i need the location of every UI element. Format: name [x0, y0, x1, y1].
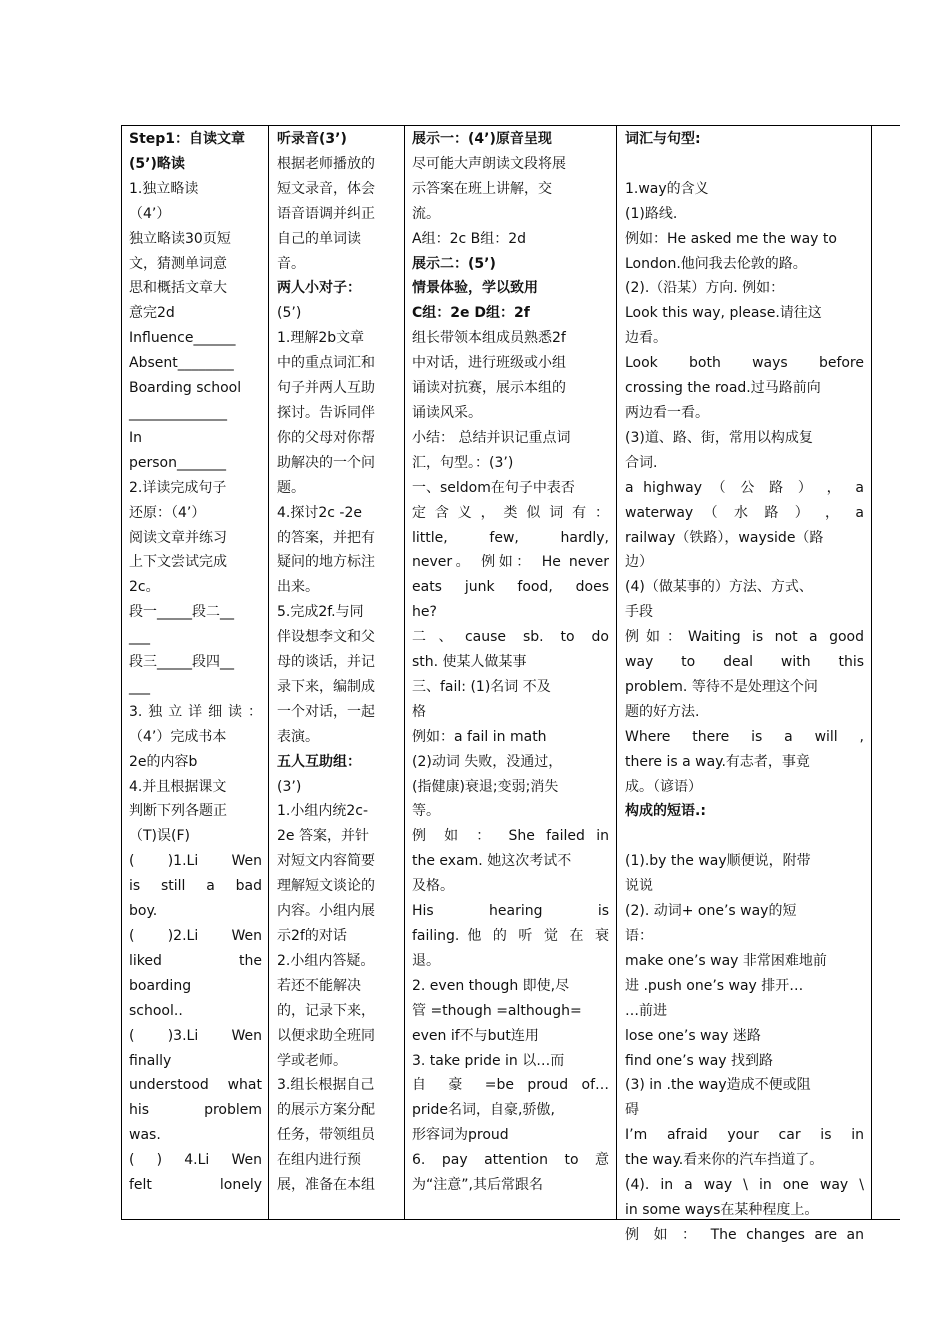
col2-line: 伴设想李文和父: [277, 629, 375, 646]
col1-line: understood what: [129, 1077, 262, 1094]
col1-line: 4.并且根据课文: [129, 778, 227, 795]
col3-line: 为“注意”,其后常跟名: [412, 1177, 543, 1194]
col1-line: ( )1.Li Wen: [129, 853, 262, 870]
col1-line: school..: [129, 1002, 183, 1019]
column-divider-4: [871, 126, 872, 1219]
col1-line: 文，猜测单词意: [129, 255, 227, 272]
col3-line: 组长带领本组成员熟悉2f: [412, 330, 566, 347]
col2-line: 自己的单词读: [277, 230, 361, 247]
col4-line: crossing the road.过马路前向: [625, 380, 821, 397]
col4-line: (1).by the way顺便说，附带: [625, 853, 811, 870]
presentation-summary-column: [412, 126, 609, 1219]
col1-line: 上下文尝试完成: [129, 554, 227, 571]
col2-line: 短文录音，体会: [277, 180, 375, 197]
col4-line: make one’s way 非常困难地前: [625, 952, 827, 969]
col4-line: 边）: [625, 554, 653, 571]
col4-line: 两边看一看。: [625, 404, 709, 421]
col2-line: 语音语调并纠正: [277, 205, 375, 222]
col2-line: 听录音(3’): [277, 131, 347, 147]
col2-line: (5’): [277, 305, 302, 322]
col3-line: little, few, hardly,: [412, 529, 609, 546]
col2-line: 题。: [277, 479, 305, 496]
col3-line: 定 含 义 ， 类 似 词 有 ：: [412, 504, 609, 521]
col2-line: 一个对话，一起: [277, 703, 375, 720]
column-divider-1: [268, 126, 269, 1219]
col4-line: railway（铁路），wayside（路: [625, 529, 824, 546]
col3-line: 尽可能大声朗读文段将展: [412, 155, 566, 172]
col1-line: 1.独立略读: [129, 180, 199, 197]
col4-line: 语：: [625, 928, 653, 944]
col4-line: (3)道、路、街，常用以构成复: [625, 429, 813, 446]
col2-line: 任务，带领组员: [277, 1127, 375, 1144]
col4-line: 碍: [625, 1102, 639, 1119]
col3-line: the exam. 她这次考试不: [412, 853, 572, 870]
col1-line: 段三_____段四__: [129, 654, 234, 671]
col4-line: 题的好方法.: [625, 703, 700, 720]
col3-line: 情景体验，学以致用: [412, 280, 538, 297]
col2-line: 五人互助组：: [277, 753, 361, 770]
col3-line: 管 =though =although=: [412, 1002, 582, 1019]
col3-line: 展示二：(5’): [412, 255, 496, 272]
col1-line: finally: [129, 1052, 172, 1069]
col2-line: 根据老师播放的: [277, 155, 375, 172]
col3-line: sth. 使某人做某事: [412, 654, 527, 671]
col2-line: 2e 答案，并针: [277, 828, 369, 845]
col4-line: find one’s way 找到路: [625, 1052, 774, 1069]
col2-line: 在组内进行预: [277, 1152, 361, 1169]
col1-line: Influence______: [129, 330, 236, 347]
col3-line: failing. 他 的 听 觉 在 衰: [412, 928, 609, 944]
col1-line: In: [129, 429, 143, 446]
col2-line: 录下来，编制成: [277, 678, 375, 695]
col2-line: 1.小组内统2c-: [277, 803, 369, 820]
col3-line: he?: [412, 604, 437, 621]
col1-line: 3.独立详细读：: [129, 703, 262, 720]
col1-line: is still a bad: [129, 878, 262, 895]
col3-line: 形容词为proud: [412, 1127, 509, 1144]
col1-line: Step1：自读文章: [129, 131, 246, 147]
col3-line: 自 豪 =be proud of…: [412, 1077, 609, 1094]
col4-line: 构成的短语.:: [625, 803, 706, 820]
col4-line: 例如：He asked me the way to: [625, 230, 837, 247]
lesson-plan-table: [121, 125, 900, 1243]
col3-line: (2)动词 失败，没通过，: [412, 753, 563, 770]
col1-line: ( )2.Li Wen: [129, 928, 262, 944]
col2-line: 1.理解2b文章: [277, 330, 365, 347]
col4-line: the way.看来你的汽车挡道了。: [625, 1152, 824, 1169]
col4-line: 词汇与句型:: [625, 131, 701, 147]
col2-line: 5.完成2f.与同: [277, 604, 364, 621]
col3-line: 小结： 总结并识记重点词: [412, 429, 571, 446]
col1-line: boy.: [129, 903, 158, 920]
col4-line: 手段: [625, 604, 653, 621]
col2-line: 两人小对子：: [277, 280, 361, 297]
col2-line: 4.探讨2c -2e: [277, 504, 362, 521]
col4-line: (4). in a way \ in one way \: [625, 1177, 864, 1194]
col2-line: (3’): [277, 778, 302, 795]
col3-line: 一、seldom在句子中表否: [412, 479, 575, 496]
col2-line: 3.组长根据自己: [277, 1077, 375, 1094]
col1-line: 还原：（4’）: [129, 504, 206, 521]
col4-line: 例如：Waiting is not a good: [625, 629, 864, 646]
col3-line: 诵读风采。: [412, 404, 482, 421]
col4-line: 进 .push one’s way 排开…: [625, 977, 804, 994]
col3-line: 三、fail: (1)名词 不及: [412, 678, 551, 695]
col2-line: 你的父母对你帮: [277, 429, 375, 446]
col4-line: problem. 等待不是处理这个问: [625, 678, 818, 695]
col2-line: 中的重点词汇和: [277, 355, 375, 372]
col1-line: was.: [129, 1127, 161, 1144]
col2-line: 出来。: [277, 579, 319, 596]
col4-line: Look both ways before: [625, 355, 864, 372]
col2-line: 理解短文谈论的: [277, 878, 375, 895]
col3-line: 中对话，进行班级或小组: [412, 355, 566, 372]
col1-line: felt lonely: [129, 1177, 262, 1194]
col3-line: 展示一：(4’)原音呈现: [412, 131, 552, 147]
col3-line: 流。: [412, 205, 440, 222]
col2-line: 若还不能解决: [277, 977, 361, 994]
col1-line: his problem: [129, 1102, 262, 1119]
col1-line: Boarding school: [129, 380, 242, 397]
col3-line: 6. pay attention to 意: [412, 1152, 609, 1169]
col4-line: (3) in .the way造成不便或阻: [625, 1077, 811, 1094]
col3-line: pride名词，自豪,骄傲,: [412, 1102, 555, 1119]
col4-line: Where there is a will ,: [625, 728, 864, 745]
col2-line: 句子并两人互助: [277, 380, 375, 397]
col1-line: liked the: [129, 952, 262, 969]
col4-line: [625, 824, 864, 849]
col3-line: eats junk food, does: [412, 579, 609, 596]
col1-line: 段一_____段二__: [129, 604, 234, 621]
col2-line: 的答案，并把有: [277, 529, 375, 546]
col4-line: (4)（做某事的）方法、方式、: [625, 579, 813, 596]
col3-line: A组：2c B组：2d: [412, 230, 527, 247]
col1-line: ( ) 4.Li Wen: [129, 1152, 262, 1169]
col4-line: 边看。: [625, 330, 667, 347]
listening-pairwork-column: [277, 126, 397, 1219]
col2-line: 展，准备在本组: [277, 1177, 375, 1194]
table-border-left: [121, 126, 122, 1219]
col2-line: 表演。: [277, 728, 319, 745]
col2-line: 母的谈话，并记: [277, 654, 375, 671]
col4-line: in some ways在某种程度上。: [625, 1201, 819, 1218]
col2-line: 以便求助全班同: [277, 1027, 375, 1044]
col4-line: (2). 动词+ one’s way的短: [625, 903, 797, 920]
col3-line: 例 如 ： She failed in: [412, 828, 609, 845]
column-divider-2: [404, 126, 405, 1219]
col2-line: 探讨。告诉同伴: [277, 404, 375, 421]
col4-line: 例 如 ： The changes are an: [625, 1226, 864, 1243]
col3-line: 等。: [412, 803, 440, 820]
col3-line: 汇，句型。：(3’): [412, 454, 514, 471]
col4-line: way to deal with this: [625, 654, 864, 671]
col3-line: never。 例如： He never: [412, 554, 609, 571]
col4-line: 说说: [625, 878, 653, 895]
col2-line: 内容。小组内展: [277, 903, 375, 920]
col1-line: 判断下列各题正: [129, 803, 227, 820]
col3-line: 及格。: [412, 878, 454, 895]
col2-line: 示2f的对话: [277, 928, 347, 944]
col4-line: Look this way, please.请往这: [625, 305, 822, 322]
col1-line: boarding: [129, 977, 192, 994]
col4-line: London.他问我去伦敦的路。: [625, 255, 807, 272]
col1-line: 2e的内容b: [129, 753, 198, 770]
vocabulary-sentence-column: [625, 126, 864, 1243]
col1-line: （T)误(F): [129, 828, 190, 845]
col1-line: ___: [129, 678, 150, 695]
col3-line: 例如：a fail in math: [412, 728, 547, 745]
col1-line: ______________: [129, 404, 227, 421]
col1-line: （4’）完成书本: [129, 728, 227, 745]
col3-line: 二、cause sb. to do: [412, 629, 609, 646]
col3-line: 示答案在班上讲解，交: [412, 180, 552, 197]
col2-line: 助解决的一个问: [277, 454, 375, 471]
col1-line: （4’）: [129, 205, 171, 222]
col4-line: [625, 152, 864, 177]
col3-line: 3. take pride in 以…而: [412, 1052, 565, 1069]
col1-line: 思和概括文章大: [129, 280, 227, 297]
col2-line: 学或老师。: [277, 1052, 347, 1069]
col1-line: (5’)略读: [129, 155, 185, 172]
col3-line: 格: [412, 703, 426, 720]
col1-line: 2.详读完成句子: [129, 479, 227, 496]
col1-line: Absent________: [129, 355, 234, 372]
col4-line: there is a way.有志者，事竟: [625, 753, 810, 770]
col1-line: ( )3.Li Wen: [129, 1027, 262, 1044]
col2-line: 疑问的地方标注: [277, 554, 375, 571]
col1-line: 意完2d: [129, 305, 175, 322]
col4-line: lose one’s way 迷路: [625, 1027, 761, 1044]
col3-line: C组：2e D组：2f: [412, 305, 530, 322]
col3-line: His hearing is: [412, 903, 609, 920]
col4-line: a highway （ 公 路 ） ， a: [625, 479, 864, 496]
col2-line: 音。: [277, 255, 305, 272]
col4-line: waterway （ 水 路 ） ， a: [625, 504, 864, 521]
col4-line: I’m afraid your car is in: [625, 1127, 864, 1144]
col1-line: 独立略读30页短: [129, 230, 231, 247]
col2-line: 的展示方案分配: [277, 1102, 375, 1119]
col3-line: 2. even though 即使,尽: [412, 977, 570, 994]
col1-line: ___: [129, 629, 150, 646]
col2-line: 对短文内容简要: [277, 853, 375, 870]
col4-line: …前进: [625, 1002, 667, 1019]
col3-line: (指健康)衰退;变弱;消失: [412, 778, 559, 795]
col1-line: person_______: [129, 454, 226, 471]
col4-line: (1)路线.: [625, 205, 678, 222]
col1-line: 2c。: [129, 579, 160, 596]
col4-line: 1.way的含义: [625, 180, 709, 197]
col3-line: even if不与but连用: [412, 1027, 539, 1044]
col4-line: 成。（谚语）: [625, 778, 702, 795]
col1-line: 阅读文章并练习: [129, 529, 227, 546]
col3-line: 退。: [412, 952, 440, 969]
col4-line: (2).（沿某）方向. 例如：: [625, 280, 785, 297]
col2-line: 的，记录下来，: [277, 1002, 375, 1019]
col4-line: 合词.: [625, 454, 658, 471]
column-divider-3: [616, 126, 617, 1219]
col2-line: 2.小组内答疑。: [277, 952, 375, 969]
col3-line: 诵读对抗赛，展示本组的: [412, 380, 566, 397]
self-reading-column: [129, 126, 262, 1219]
